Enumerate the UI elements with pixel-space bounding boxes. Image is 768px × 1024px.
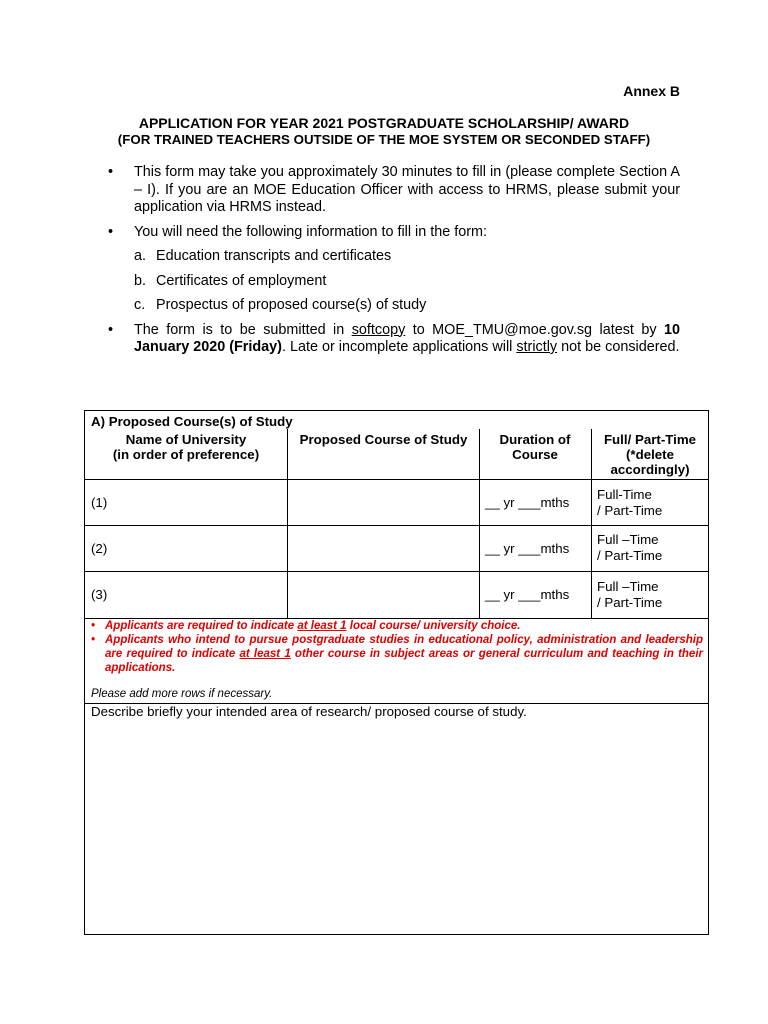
header-course: Proposed Course of Study	[299, 432, 468, 447]
research-description-textarea[interactable]	[86, 723, 706, 933]
row-index: (3)	[91, 587, 108, 602]
duration-field[interactable]: __ yr ___mths	[485, 541, 570, 556]
page-title: APPLICATION FOR YEAR 2021 POSTGRADUATE SCHOLARSHIP/ AWARD	[138, 115, 630, 131]
header-mode: Full/ Part-Time (*delete accordingly)	[603, 432, 697, 477]
bullet-icon: •	[108, 223, 114, 240]
mode-option[interactable]: Full –Time / Part-Time	[597, 579, 663, 610]
list-item: c. Prospectus of proposed course(s) of study	[134, 297, 427, 313]
instruction-bullet	[108, 224, 680, 242]
bullet-icon: •	[91, 634, 96, 646]
annex-label: Annex B	[623, 83, 680, 99]
instruction-bullet	[108, 164, 680, 217]
duration-field[interactable]: __ yr ___mths	[485, 495, 570, 510]
deadline-date: 10 January 2020 (Friday)	[134, 321, 680, 355]
add-rows-note: Please add more rows if necessary.	[91, 688, 273, 700]
duration-field[interactable]: __ yr ___mths	[485, 587, 570, 602]
email-address: to MOE_TMU@moe.gov.sg latest by	[405, 321, 664, 338]
mode-option[interactable]: Full-Time / Part-Time	[597, 487, 663, 518]
bullet-icon: •	[108, 164, 114, 180]
page-subtitle: (FOR TRAINED TEACHERS OUTSIDE OF THE MOE SYSTEM OR SECONDED STAFF)	[117, 132, 651, 147]
instructions-list	[108, 164, 680, 364]
list-item: a. Education transcripts and certificates	[134, 248, 392, 264]
mode-option[interactable]: Full –Time / Part-Time	[597, 532, 663, 563]
softcopy-text: softcopy	[351, 321, 406, 338]
section-a-title: A) Proposed Course(s) of Study	[91, 414, 293, 429]
bullet-icon: •	[91, 620, 96, 632]
instruction-bullet: • The form is to be submitted in softcopy to MOE_TMU@moe.gov.sg latest by 10 January 2020 (Friday). Late or incomplete applications will strictly not be considered.	[108, 321, 680, 355]
row-index: (2)	[91, 541, 108, 556]
proposed-courses-form	[84, 410, 709, 935]
note-item: • Applicants who intend to pursue postgraduate studies in educational policy, administration and leadership are required to indicate at least 1 other course in subject areas or general curriculum and teaching in their applications.	[91, 634, 703, 674]
course-input[interactable]	[292, 480, 477, 524]
course-input[interactable]	[292, 526, 477, 570]
instruction-text: This form may take you approximately 30 minutes to fill in (please complete Section A – I). If you are an MOE Education Officer with access to HRMS, please submit your application via HRMS instead.	[134, 164, 680, 215]
bullet-icon: •	[108, 321, 114, 338]
instruction-text: You will need the following information to fill in the form:	[134, 223, 488, 240]
grid-divider	[479, 429, 480, 619]
note-item: • Applicants are required to indicate at least 1 local course/ university choice.	[91, 620, 521, 632]
describe-label: Describe briefly your intended area of research/ proposed course of study.	[91, 704, 527, 719]
grid-divider	[287, 429, 288, 619]
header-university: Name of University (in order of preference)	[112, 432, 260, 462]
row-index: (1)	[91, 495, 108, 510]
notes-block	[91, 619, 703, 700]
list-item: b. Certificates of employment	[134, 272, 327, 289]
grid-divider	[591, 429, 592, 619]
header-duration: Duration of Course	[499, 432, 571, 462]
course-input[interactable]	[292, 572, 477, 616]
